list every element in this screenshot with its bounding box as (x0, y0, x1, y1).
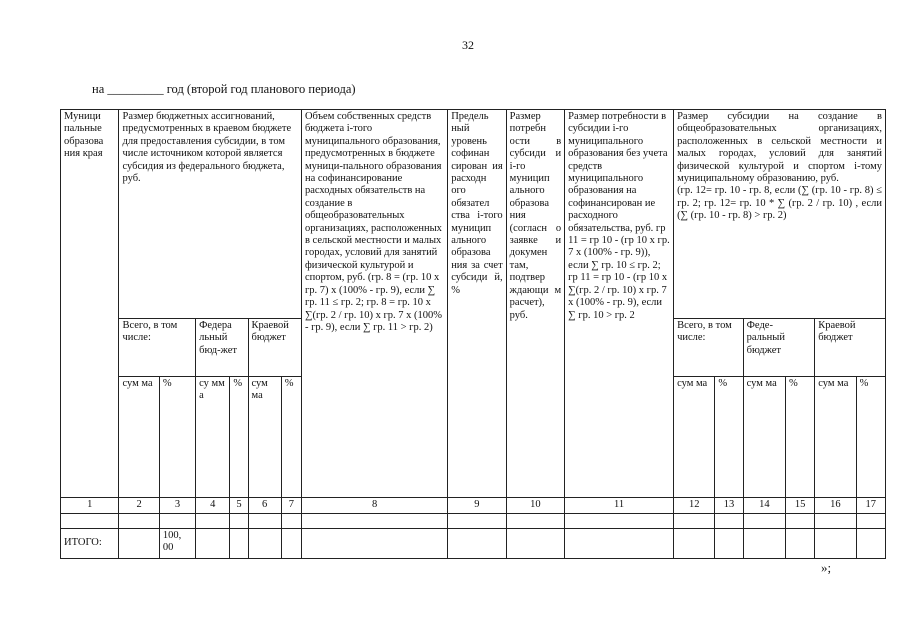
table-cell (196, 514, 230, 529)
column-number: 12 (674, 498, 715, 514)
subheader-sum: сум ма (743, 377, 785, 498)
subheader-sum: сум ма (248, 377, 281, 498)
table-cell (785, 529, 814, 559)
column-number: 11 (565, 498, 674, 514)
header-federal-budget-right: Феде-ральный бюджет (743, 319, 815, 377)
table-cell (506, 529, 564, 559)
header-total-including-right: Всего, в том числе: (674, 319, 744, 377)
table-cell (230, 514, 248, 529)
header-need-amount: Размер потребн ости в субсиди и i-го муницип ального образова ния (согласн о заявке и докумен там, подтвер ждающи м расчет), руб. (506, 110, 564, 498)
table-cell (159, 514, 195, 529)
header-regional-budget-right: Краевой бюджет (815, 319, 886, 377)
table-cell (448, 529, 506, 559)
table-cell (448, 514, 506, 529)
header-municipalities: Муници пальные образова ния края (61, 110, 119, 498)
table-cell (715, 529, 743, 559)
table-cell (674, 529, 715, 559)
table-subtitle: на _________ год (второй год планового периода) (92, 82, 356, 96)
header-regional-budget: Краевой бюджет (248, 319, 301, 377)
empty-data-row (61, 514, 886, 529)
column-numbers-row (61, 498, 886, 514)
table-cell (248, 514, 281, 529)
column-number: 13 (715, 498, 743, 514)
subheader-sum: сум ма (119, 377, 159, 498)
subheader-percent: % (281, 377, 301, 498)
column-number: 2 (119, 498, 159, 514)
total-row (61, 529, 886, 559)
table-cell (301, 514, 447, 529)
table-cell (281, 529, 301, 559)
header-own-funds: Объем собственных средств бюджета i-того муниципального образования, предусмотренных в бюджете муници-пального образования на софинансирование расходных обязательств на создание в общеобразовательных организациях, расположенных в сельской местности и малых городах, условий для занятий физической культурой и спортом, руб. (гр. 8 = (гр. 10 х гр. 7) х (100% - гр. 9), если ∑ гр. 11 ≤ гр. 2; гр. 8 = гр. 10 х ∑(гр. 2 / гр. 10) х гр. 7 х (100% - гр. 9), если ∑ гр. 11 > гр. 2) (301, 110, 447, 498)
table-cell (506, 514, 564, 529)
table-cell (856, 514, 885, 529)
table-cell (248, 529, 281, 559)
subsidy-table (60, 109, 886, 559)
column-number: 7 (281, 498, 301, 514)
column-number: 15 (785, 498, 814, 514)
column-number: 4 (196, 498, 230, 514)
table-cell (674, 514, 715, 529)
header-cofinancing-limit: Предель ный уровень софинан сирован ия расходн ого обязател ства i-того муницип ального образова ния за счет субсиди й, % (448, 110, 506, 498)
header-federal-budget: Федера льный бюд-жет (196, 319, 248, 377)
header-subsidy-amount: Размер субсидии на создание в общеобразовательных организациях, расположенных в сельской местности и малых городах, условий для занятий физической культурой и спортом i-тому муниципальному образованию, руб. (гр. 12= гр. 10 - гр. 8, если (∑ (гр. 10 - гр. 8) ≤ гр. 2; гр. 12= гр. 10 * ∑ (гр. 2 / гр. 10) , если (∑ (гр. 10 - гр. 8) > гр. 2) (674, 110, 886, 319)
table-cell (196, 529, 230, 559)
table-cell (815, 529, 856, 559)
column-number: 9 (448, 498, 506, 514)
column-number: 14 (743, 498, 785, 514)
header-need-without-own-funds: Размер потребности в субсидии i-го муниципального образования без учета средств муниципального образования на софинансирован ие расходного обязательства, руб. гр 11 = гр 10 - (гр 10 х гр. 7 х (100% - гр. 9)), если ∑ гр. 10 ≤ гр. 2; гр 11 = гр 10 - (гр 10 х ∑(гр. 2 / гр. 10) х гр. 7 х (100% - гр. 9), если ∑ гр. 10 > гр. 2 (565, 110, 674, 498)
total-percent-value: 100, 00 (159, 529, 195, 559)
table-cell (743, 529, 785, 559)
table-cell (301, 529, 447, 559)
closing-quote: »; (821, 560, 832, 575)
table-cell (119, 529, 159, 559)
table-cell (230, 529, 248, 559)
table-cell (119, 514, 159, 529)
subheader-percent: % (785, 377, 814, 498)
subheader-sum: су мм а (196, 377, 230, 498)
column-number: 16 (815, 498, 856, 514)
subsidy-formula: (гр. 12= гр. 10 - гр. 8, если (∑ (гр. 10 - гр. 8) ≤ гр. 2; гр. 12= гр. 10 * ∑ (гр. 2 / гр. 10) , если (∑ (гр. 10 - гр. 8) > гр. 2) (677, 185, 882, 222)
header-budget-allocations: Размер бюджетных ассигнований, предусмотренных в краевом бюджете для предоставления субсидии, в том числе источником которой является субсидия из федерального бюджета, руб. (119, 110, 301, 319)
column-number: 6 (248, 498, 281, 514)
table-cell (856, 529, 885, 559)
subheader-percent: % (159, 377, 195, 498)
subheader-sum: сум ма (674, 377, 715, 498)
column-number: 5 (230, 498, 248, 514)
column-number: 1 (61, 498, 119, 514)
table-cell (61, 514, 119, 529)
table-cell (815, 514, 856, 529)
table-cell (565, 514, 674, 529)
table-cell (715, 514, 743, 529)
column-number: 8 (301, 498, 447, 514)
subheader-sum: сум ма (815, 377, 856, 498)
subheader-percent: % (856, 377, 885, 498)
table-cell (743, 514, 785, 529)
table-cell (565, 529, 674, 559)
table-cell (785, 514, 814, 529)
total-label: ИТОГО: (61, 529, 119, 559)
column-number: 10 (506, 498, 564, 514)
subheader-percent: % (230, 377, 248, 498)
page-number: 32 (462, 38, 474, 52)
column-number: 17 (856, 498, 885, 514)
column-number: 3 (159, 498, 195, 514)
header-total-including: Всего, в том числе: (119, 319, 196, 377)
table-cell (281, 514, 301, 529)
subheader-percent: % (715, 377, 743, 498)
